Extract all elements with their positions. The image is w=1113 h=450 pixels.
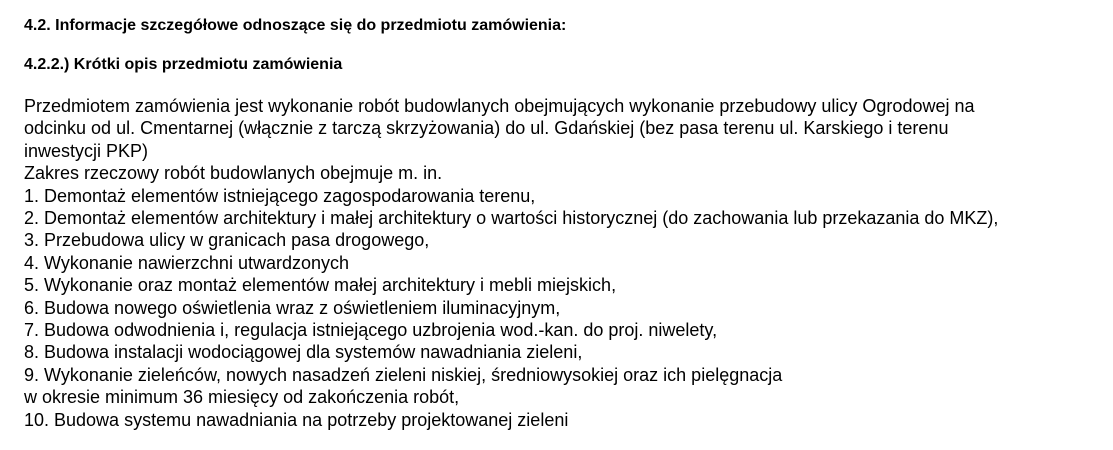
list-item-continuation: w okresie minimum 36 miesięcy od zakończenia robót, xyxy=(24,387,460,408)
description-line: odcinku od ul. Cmentarnej (włącznie z tarczą skrzyżowania) do ul. Gdańskiej (bez pasa terenu ul. Karskiego i terenu xyxy=(24,118,949,139)
list-item: 6. Budowa nowego oświetlenia wraz z oświetleniem iluminacyjnym, xyxy=(24,297,561,318)
list-item: 8. Budowa instalacji wodociągowej dla systemów nawadniania zieleni, xyxy=(24,342,583,363)
section-subheading: 4.2.2.) Krótki opis przedmiotu zamówienia xyxy=(24,56,343,73)
list-item: 1. Demontaż elementów istniejącego zagospodarowania terenu, xyxy=(24,185,536,206)
list-item: 3. Przebudowa ulicy w granicach pasa drogowego, xyxy=(24,230,430,251)
list-item: 5. Wykonanie oraz montaż elementów małej architektury i mebli miejskich, xyxy=(24,275,617,296)
section-heading: 4.2. Informacje szczegółowe odnoszące się do przedmiotu zamówienia: xyxy=(24,17,567,34)
list-item: 10. Budowa systemu nawadniania na potrzeby projektowanej zieleni xyxy=(24,409,569,430)
description-line: inwestycji PKP) xyxy=(24,140,149,161)
description-line: Zakres rzeczowy robót budowlanych obejmuje m. in. xyxy=(24,163,443,184)
list-item: 4. Wykonanie nawierzchni utwardzonych xyxy=(24,252,350,273)
description-body xyxy=(24,95,1104,431)
description-line: Przedmiotem zamówienia jest wykonanie robót budowlanych obejmujących wykonanie przebudowy ulicy Ogrodowej na xyxy=(24,96,975,116)
list-item: 9. Wykonanie zieleńców, nowych nasadzeń zieleni niskiej, średniowysokiej oraz ich pielęgnacja xyxy=(24,364,783,385)
list-item: 7. Budowa odwodnienia i, regulacja istniejącego uzbrojenia wod.-kan. do proj. niwelety, xyxy=(24,320,718,341)
list-item: 2. Demontaż elementów architektury i małej architektury o wartości historycznej (do zachowania lub przekazania do MKZ), xyxy=(24,208,999,229)
